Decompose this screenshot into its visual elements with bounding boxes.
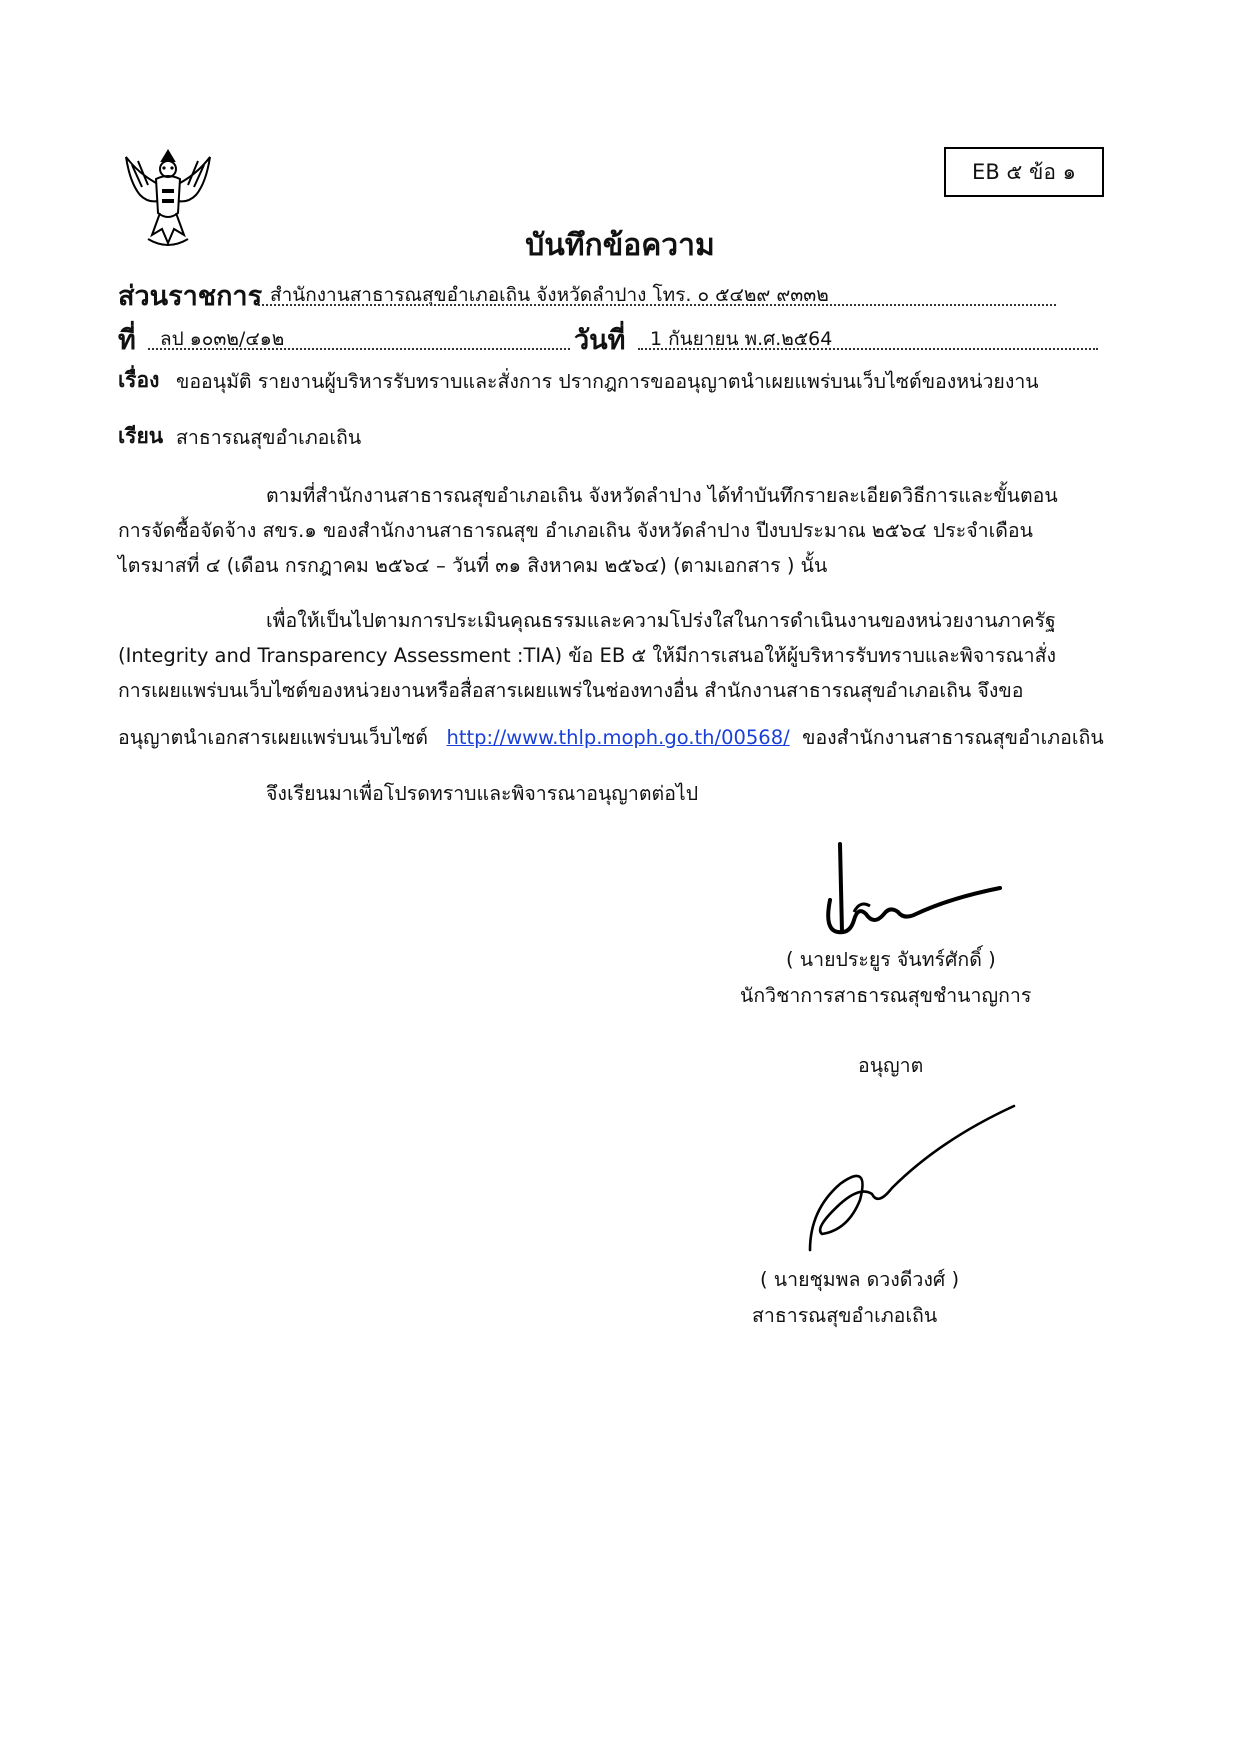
date-label: วันที่ xyxy=(574,325,626,356)
paragraph-2-line-3: การเผยแพร่บนเว็บไซต์ของหน่วยงานหรือสื่อสารเผยแพร่ในช่องทางอื่น สำนักงานสาธารณสุขอำเภอเถิน จึงขอ xyxy=(118,679,1024,702)
subject-value: ขออนุมัติ รายงานผู้บริหารรับทราบและสั่งการ ปรากฎการขออนุญาตนำเผยแพร่บนเว็บไซต์ของหน่วยงาน xyxy=(176,370,1039,393)
subject-label: เรื่อง xyxy=(118,368,160,392)
signature-2-position: สาธารณสุขอำเภอเถิน xyxy=(752,1304,938,1327)
memo-title: บันทึกข้อความ xyxy=(525,228,715,263)
signature-2-name: ( นายชุมพล ดวงดีวงศ์ ) xyxy=(760,1268,960,1291)
signature-2-image xyxy=(800,1100,1020,1270)
to-label: เรียน xyxy=(118,424,164,448)
signature-1-name: ( นายประยูร จันทร์ศักดิ์ ) xyxy=(786,948,996,971)
number-label: ที่ xyxy=(118,325,136,356)
number-dotted-line xyxy=(148,348,570,350)
signature-1-position: นักวิชาการสาธารณสุขชำนาญการ xyxy=(740,984,1032,1007)
paragraph-1-line-3: ไตรมาสที่ ๔ (เดือน กรกฎาคม ๒๕๖๔ – วันที่ ๓๑ สิงหาคม ๒๕๖๔) (ตามเอกสาร ) นั้น xyxy=(118,554,828,577)
signature-1-image xyxy=(820,840,1010,945)
approval-text: อนุญาต xyxy=(858,1054,924,1077)
paragraph-2-line-2: (Integrity and Transparency Assessment :TIA) ข้อ EB ๕ ให้มีการเสนอให้ผู้บริหารรับทราบและพิจารณาสั่ง xyxy=(118,644,1057,667)
paragraph-2-line-4 xyxy=(118,722,1104,753)
reference-box: EB ๕ ข้อ ๑ xyxy=(944,147,1104,197)
date-dotted-line xyxy=(638,348,1098,350)
agency-value: สำนักงานสาธารณสุขอำเภอเถิน จังหวัดลำปาง โทร. ๐ ๕๔๒๙ ๙๓๓๒ xyxy=(270,284,829,306)
to-value: สาธารณสุขอำเภอเถิน xyxy=(176,426,362,449)
date-value: 1 กันยายน พ.ศ.๒๕64 xyxy=(650,328,833,350)
number-value: ลป ๑๐๓๒/๔๑๒ xyxy=(160,328,285,350)
agency-label: ส่วนราชการ xyxy=(118,281,263,312)
closing-paragraph: จึงเรียนมาเพื่อโปรดทราบและพิจารณาอนุญาตต่อไป xyxy=(266,782,699,805)
paragraph-2-line-1: เพื่อให้เป็นไปตามการประเมินคุณธรรมและความโปร่งใสในการดำเนินงานของหน่วยงานภาครัฐ xyxy=(266,609,1056,632)
paragraph-2-line-4-before: อนุญาตนำเอกสารเผยแพร่บนเว็บไซต์ xyxy=(118,726,428,749)
paragraph-1-line-2: การจัดซื้อจัดจ้าง สขร.๑ ของสำนักงานสาธารณสุข อำเภอเถิน จังหวัดลำปาง ปีงบประมาณ ๒๕๖๔ ประจำเดือน xyxy=(118,519,1033,542)
website-link[interactable]: http://www.thlp.moph.go.th/00568/ xyxy=(446,726,790,749)
paragraph-2-line-4-after: ของสำนักงานสาธารณสุขอำเภอเถิน xyxy=(802,726,1104,749)
agency-dotted-line xyxy=(258,304,1056,306)
paragraph-1-line-1: ตามที่สำนักงานสาธารณสุขอำเภอเถิน จังหวัดลำปาง ได้ทำบันทึกรายละเอียดวิธีการและขั้นตอน xyxy=(266,484,1058,507)
